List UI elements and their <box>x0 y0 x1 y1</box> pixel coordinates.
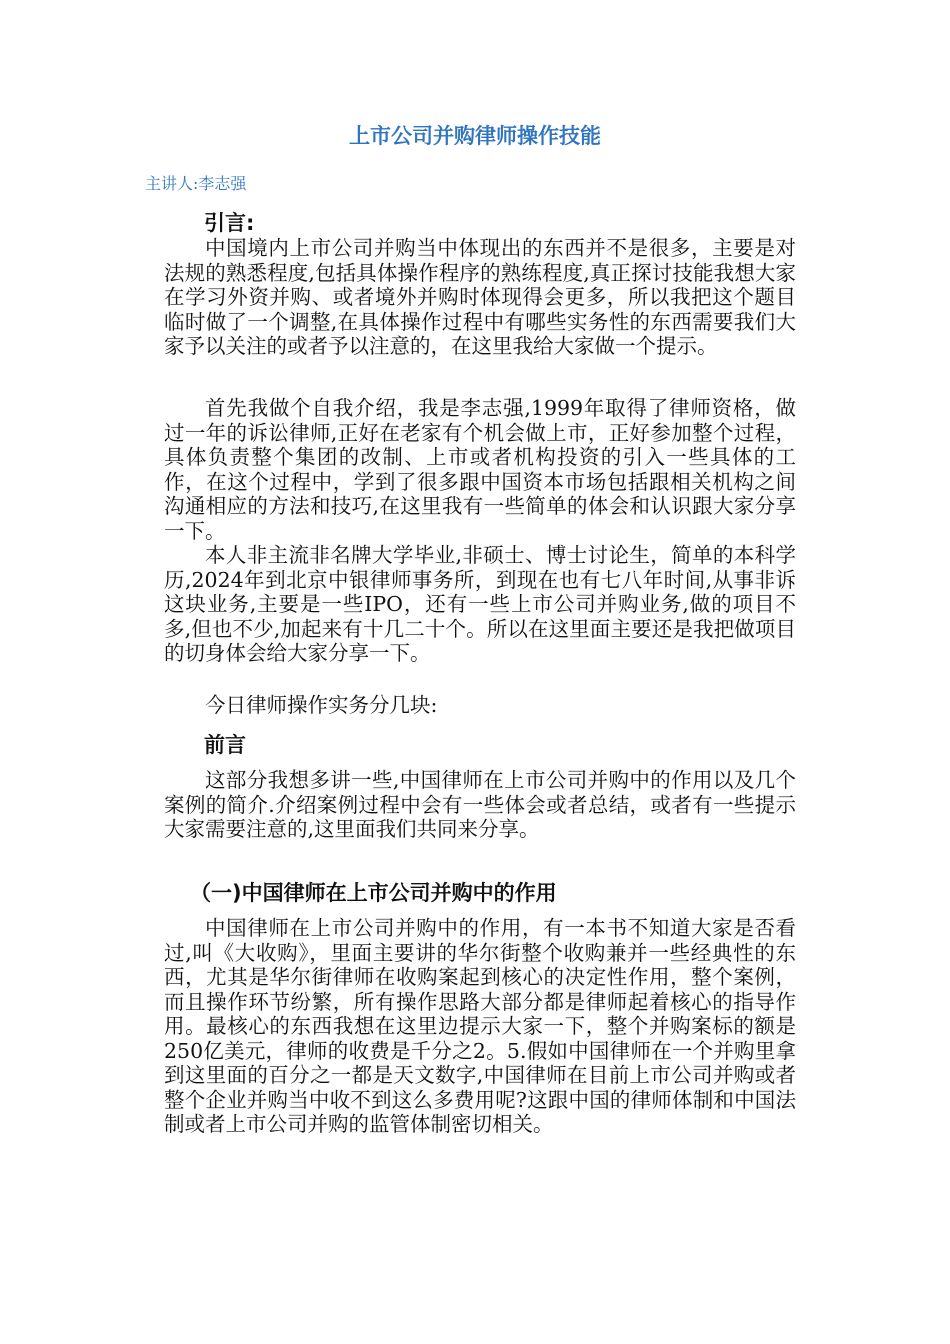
subsection-1-heading: （一)中国律师在上市公司并购中的作用 <box>190 881 557 905</box>
intro-paragraph-3: 本人非主流非名牌大学毕业,非硕士、博士讨论生，简单的本科学历,2024年到北京中银律师事务所，到现在也有七八年时间,从事非诉这块业务,主要是一些IPO，还有一些上市公司并购业务,做的项目不多,但也不少,加起来有十几二十个。所以在这里面主要还是我把做项目的切身体会给大家分享一下。 <box>164 543 796 665</box>
intro-paragraph-2: 首先我做个自我介绍，我是李志强,1999年取得了律师资格，做过一年的诉讼律师,正好在老家有个机会做上市，正好参加整个过程，具体负责整个集团的改制、上市或者机构投资的引入一些具体的工作，在这个过程中，学到了很多跟中国资本市场包括跟相关机构之间沟通相应的方法和技巧,在这里我有一些简单的体会和认识跟大家分享一下。 <box>164 396 796 543</box>
intro-paragraph-4: 今日律师操作实务分几块: <box>205 693 438 717</box>
preface-paragraph: 这部分我想多讲一些,中国律师在上市公司并购中的作用以及几个案例的简介.介绍案例过程中会有一些体会或者总结，或者有一些提示大家需要注意的,这里面我们共同来分享。 <box>164 768 796 841</box>
document-title: 上市公司并购律师操作技能 <box>349 124 601 148</box>
subsection-1-paragraph: 中国律师在上市公司并购中的作用，有一本书不知道大家是否看过,叫《大收购》，里面主要讲的华尔街整个收购兼并一些经典性的东西，尤其是华尔街律师在收购案起到核心的决定性作用，整个案例，而且操作环节纷繁，所有操作思路大部分都是律师起着核心的指导作用。最核心的东西我想在这里边提示大家一下，整个并购案标的额是250亿美元，律师的收费是千分之2。5.假如中国律师在一个并购里拿到这里面的百分之一都是天文数字,中国律师在目前上市公司并购或者整个企业并购当中收不到这么多费用呢?这跟中国的律师体制和中国法制或者上市公司并购的监管体制密切相关。 <box>164 916 796 1136</box>
intro-paragraph-1: 中国境内上市公司并购当中体现出的东西并不是很多，主要是对法规的熟悉程度,包括具体操作程序的熟练程度,真正探讨技能我想大家在学习外资并购、或者境外并购时体现得会更多，所以我把这个题目临时做了一个调整,在具体操作过程中有哪些实务性的东西需要我们大家予以关注的或者予以注意的，在这里我给大家做一个提示。 <box>164 236 796 358</box>
speaker-line: 主讲人:李志强 <box>145 174 247 193</box>
preface-heading: 前言 <box>204 733 246 757</box>
intro-heading: 引言: <box>204 211 255 235</box>
